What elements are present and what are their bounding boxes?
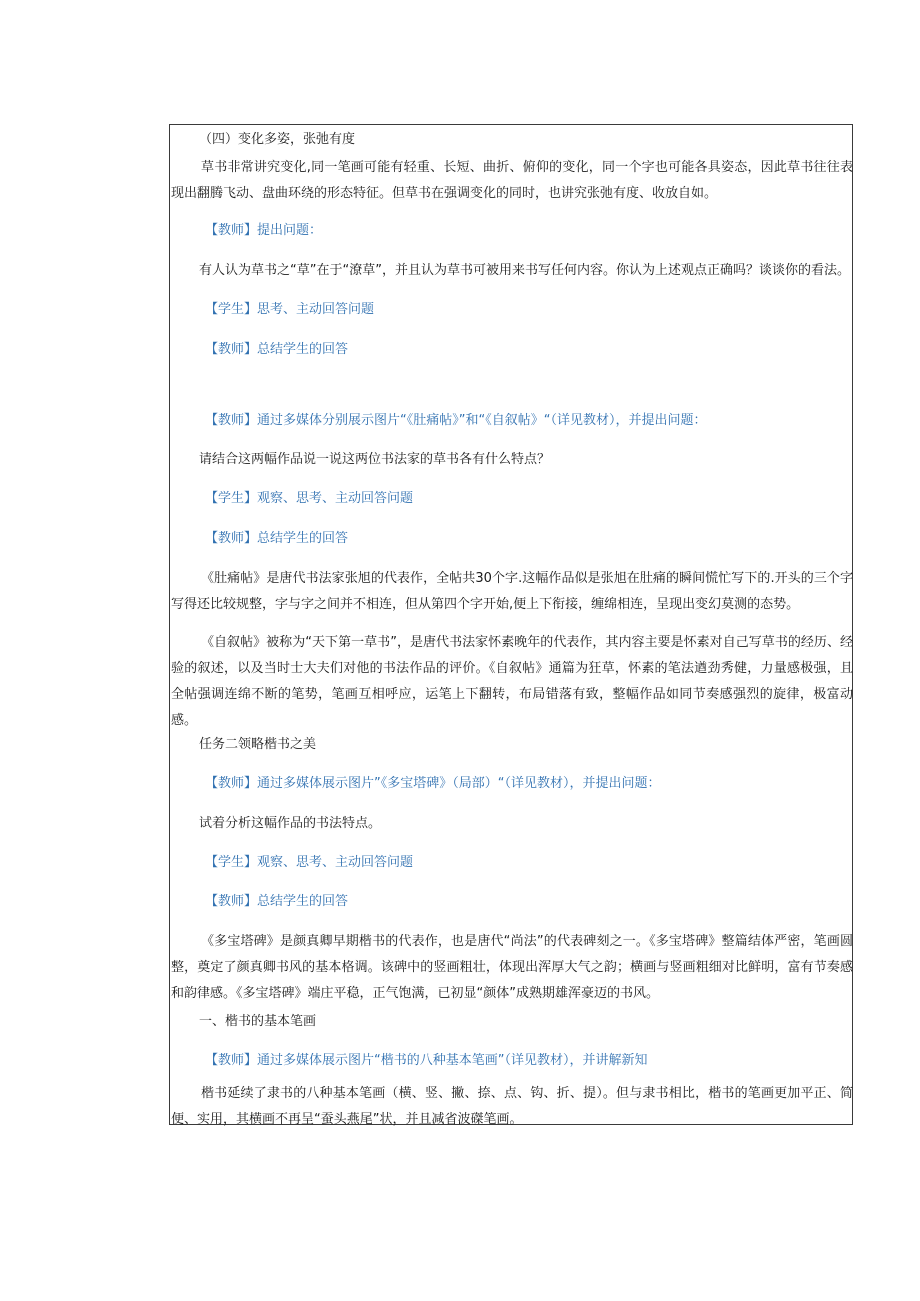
section-heading: （四）变化多姿，张弛有度 (199, 132, 356, 147)
paragraph-kaishu: 楷书延续了隶书的八种基本笔画（横、竖、撇、捺、点、钩、折、提）。但与隶书相比，楷书的笔画更加平正、简便、实用，其横画不再呈“蚕头燕尾”状，并且减省波磔笔画。 (171, 1086, 853, 1127)
student-response-label: 【学生】思考、主动回答问题 (205, 302, 375, 317)
paragraph-dutongtie: 《肚痛帖》是唐代书法家张旭的代表作，全帖共30个字.这幅作品似是张旭在肚痛的瞬间慌忙写下的.开头的三个字写得还比较规整，字与字之间并不相连，但从第四个字开始,便上下衔接，缠绵相连，呈现出变幻莫测的态势。 (171, 571, 853, 612)
teacher-show-label: 【教师】通过多媒体分别展示图片“《肚痛帖》”和“《自叙帖》“（详见教材），并提出问题： (205, 413, 707, 428)
teacher-summary-label: 【教师】总结学生的回答 (205, 531, 349, 546)
teacher-show-label: 【教师】通过多媒体展示图片”《多宝塔碑》（局部）“（详见教材），并提出问题： (205, 776, 661, 791)
question-text: 试着分析这幅作品的书法特点。 (199, 816, 382, 831)
teacher-summary-label: 【教师】总结学生的回答 (205, 894, 349, 909)
student-response-label: 【学生】观察、思考、主动回答问题 (205, 491, 414, 506)
paragraph-intro: 草书非常讲究变化,同一笔画可能有轻重、长短、曲折、俯仰的变化，同一个字也可能各具姿态，因此草书往往表现出翻腾飞动、盘曲环绕的形态特征。但草书在强调变化的同时，也讲究张弛有度、收放自如。 (171, 160, 853, 201)
task-heading: 任务二领略楷书之美 (199, 737, 317, 752)
teacher-summary-label: 【教师】总结学生的回答 (205, 342, 349, 357)
paragraph-zixutie: 《自叙帖》被称为“天下第一草书”，是唐代书法家怀素晚年的代表作，其内容主要是怀素对自己写草书的经历、经验的叙述，以及当时士大夫们对他的书法作品的评价。《自叙帖》通篇为狂草，怀素的笔法遒劲秀健，力量感极强，且全帖强调连绵不断的笔势，笔画互相呼应，运笔上下翻转，布局错落有致，整幅作品如同节奏感强烈的旋律，极富动感。 (171, 635, 853, 728)
teacher-show-label: 【教师】通过多媒体展示图片“楷书的八种基本笔画”（详见教材），并讲解新知 (205, 1053, 648, 1068)
question-text: 有人认为草书之“草”在于“潦草”，并且认为草书可被用来书写任何内容。你认为上述观点正确吗？谈谈你的看法。 (199, 263, 850, 278)
teacher-question-label: 【教师】提出问题： (205, 223, 323, 238)
question-text: 请结合这两幅作品说一说这两位书法家的草书各有什么特点？ (199, 452, 551, 467)
paragraph-duobaota: 《多宝塔碑》是颜真卿早期楷书的代表作，也是唐代“尚法”的代表碑刻之一。《多宝塔碑》整篇结体严密，笔画圆整，奠定了颜真卿书风的基本格调。该碑中的竖画粗壮，体现出浑厚大气之韵；横画与竖画粗细对比鲜明，富有节奏感和韵律感。《多宝塔碑》端庄平稳，正气饱满，已初显“颜体”成熟期雄浑豪迈的书风。 (171, 934, 853, 1001)
subsection-heading: 一、楷书的基本笔画 (199, 1014, 317, 1029)
student-response-label: 【学生】观察、思考、主动回答问题 (205, 855, 414, 870)
